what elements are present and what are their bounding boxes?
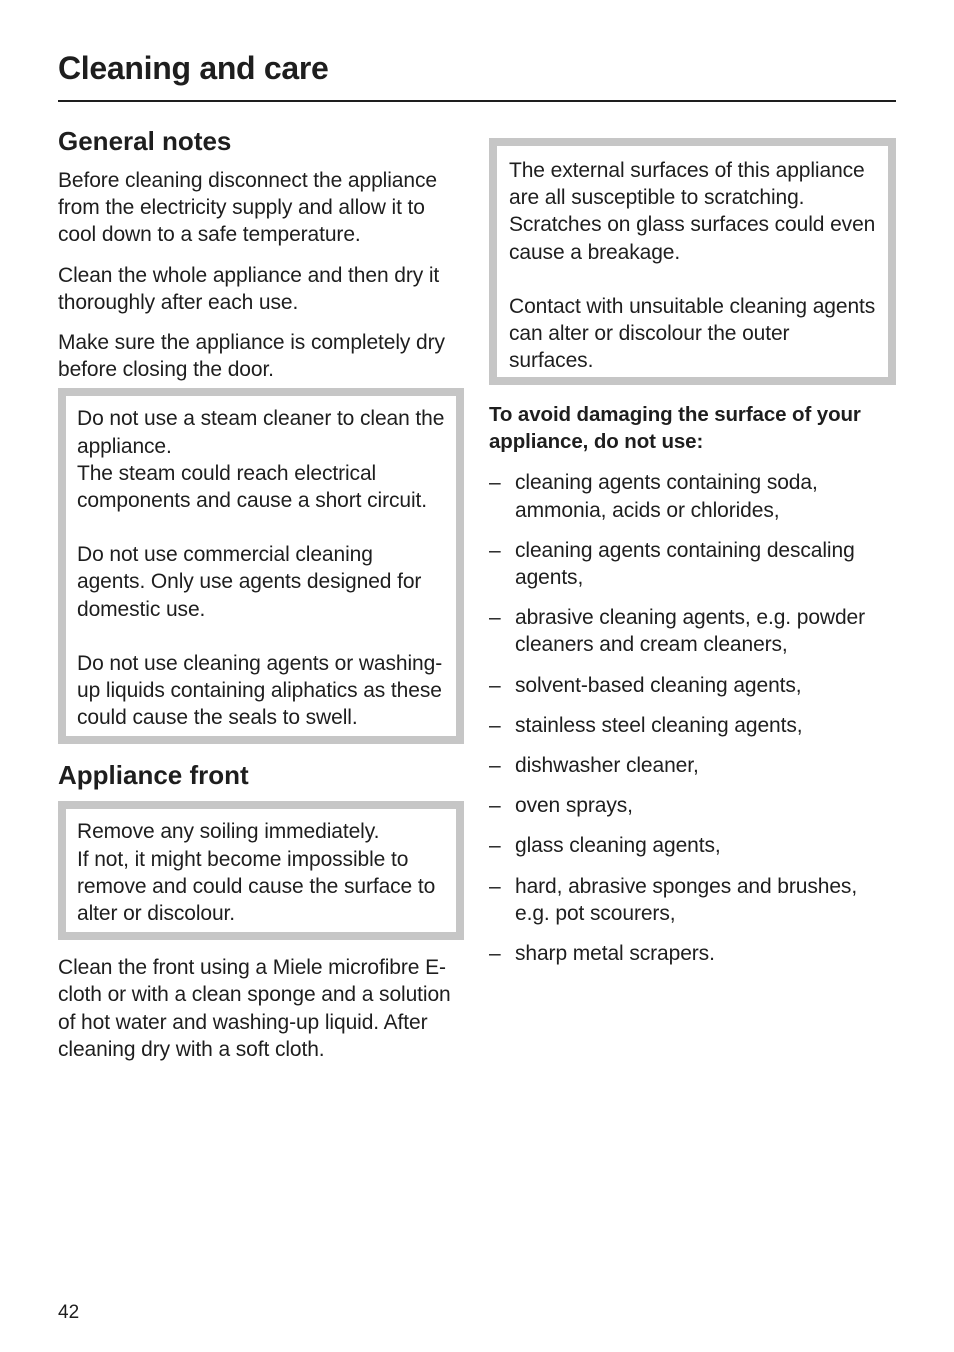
general-notes-paragraph-2: Clean the whole appliance and then dry it thoroughly after each use.	[58, 263, 440, 314]
warning-steam-cleaner: Do not use a steam cleaner to clean the appliance. The steam could reach electrical components and cause a short circuit.	[77, 407, 445, 513]
title-divider	[58, 100, 896, 102]
dash-bullet: –	[489, 754, 501, 778]
avoid-list	[489, 469, 897, 967]
warning-box-surfaces	[489, 138, 896, 385]
dash-bullet: –	[489, 713, 501, 737]
list-item-text: oven sprays,	[515, 794, 633, 818]
list-item-text: dishwasher cleaner,	[515, 754, 699, 778]
dash-bullet: –	[489, 538, 501, 562]
right-column	[489, 138, 897, 980]
list-item	[489, 604, 897, 658]
page-number: 42	[58, 1302, 80, 1323]
dash-bullet: –	[489, 606, 501, 630]
list-item	[489, 792, 897, 819]
general-notes-paragraph-3: Make sure the appliance is completely dry before closing the door.	[58, 331, 445, 382]
warning-box-general	[58, 388, 464, 744]
list-item	[489, 537, 897, 591]
warning-commercial-agents: Do not use commercial cleaning agents. Only use agents designed for domestic use.	[77, 543, 422, 621]
dash-bullet: –	[489, 874, 501, 898]
dash-bullet: –	[489, 673, 501, 697]
list-item-text: sharp metal scrapers.	[515, 942, 715, 966]
warning-box-front	[58, 801, 464, 940]
dash-bullet: –	[489, 942, 501, 966]
appliance-front-paragraph: Clean the front using a Miele microfibre E-cloth or with a clean sponge and a solution of hot water and washing-up liquid. After cleaning dry with a soft cloth.	[58, 956, 451, 1061]
appliance-front-heading: Appliance front	[58, 760, 249, 791]
left-column	[58, 124, 466, 1063]
list-item-text: cleaning agents containing soda, ammonia, acids or chlorides,	[515, 471, 818, 522]
warning-discolour: Contact with unsuitable cleaning agents can alter or discolour the outer surfaces.	[509, 294, 876, 373]
warning-scratching: The external surfaces of this appliance are all susceptible to scratching. Scratches on glass surfaces could even cause a breakage.	[509, 159, 876, 264]
general-notes-paragraph-1: Before cleaning disconnect the appliance from the electricity supply and allow it to cool down to a safe temperature.	[58, 169, 437, 247]
list-item-text: hard, abrasive sponges and brushes, e.g. pot scourers,	[515, 874, 858, 925]
list-item	[489, 940, 897, 967]
list-item-text: glass cleaning agents,	[515, 834, 721, 858]
dash-bullet: –	[489, 794, 501, 818]
list-item	[489, 873, 897, 927]
list-item-text: solvent-based cleaning agents,	[515, 673, 802, 697]
list-item	[489, 712, 897, 739]
warning-remove-soiling: Remove any soiling immediately. If not, it might become impossible to remove and could cause the surface to alter or discolour.	[77, 820, 436, 926]
dash-bullet: –	[489, 471, 501, 495]
warning-aliphatics: Do not use cleaning agents or washing-up liquids containing aliphatics as these could cause the seals to swell.	[77, 651, 443, 730]
avoid-list-intro: To avoid damaging the surface of your appliance, do not use:	[489, 403, 861, 454]
page-title: Cleaning and care	[58, 50, 329, 86]
list-item	[489, 672, 897, 699]
list-item	[489, 752, 897, 779]
list-item	[489, 832, 897, 859]
list-item-text: stainless steel cleaning agents,	[515, 713, 803, 737]
list-item-text: cleaning agents containing descaling agents,	[515, 538, 855, 590]
list-item-text: abrasive cleaning agents, e.g. powder cleaners and cream cleaners,	[515, 606, 866, 657]
list-item	[489, 469, 897, 523]
dash-bullet: –	[489, 834, 501, 858]
general-notes-heading: General notes	[58, 126, 232, 156]
